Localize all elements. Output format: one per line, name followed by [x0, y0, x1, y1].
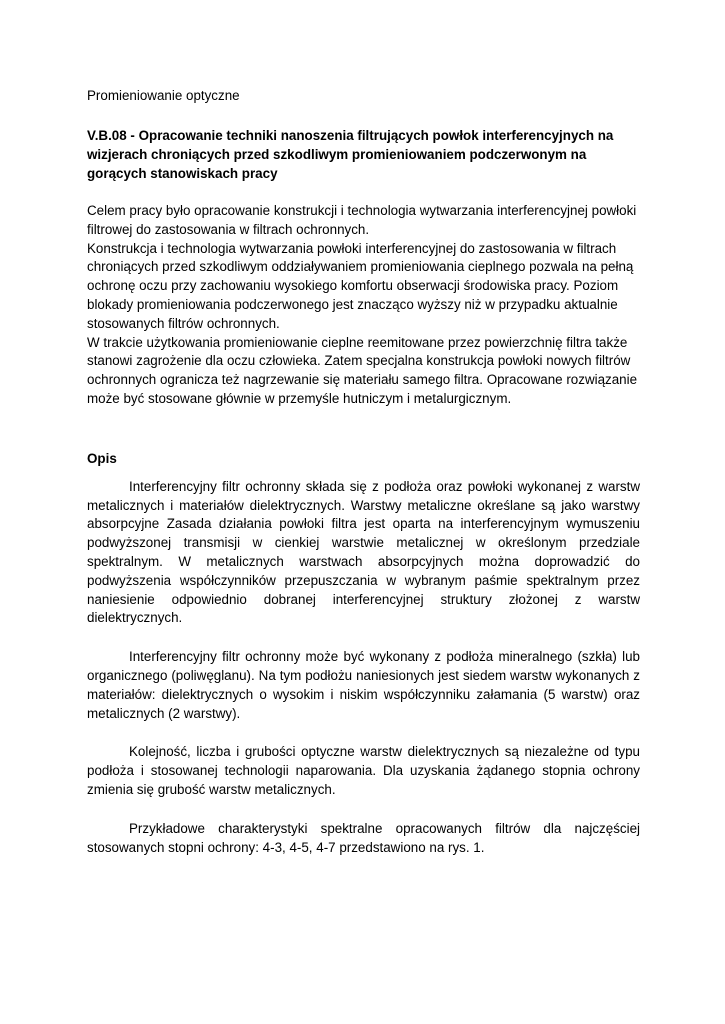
description-paragraph: Interferencyjny filtr ochronny może być wykonany z podłoża mineralnego (szkła) lub organicznego (poliwęglanu). Na tym podłożu naniesionych jest siedem warstw wykonanych z materiałów: dielektrycznych o wysokim i niskim współczynniku załamania (5 warstw) oraz metalicznych (2 warstwy).: [87, 649, 640, 721]
section-heading: Opis: [87, 450, 117, 466]
description-paragraph: Interferencyjny filtr ochronny składa się z podłoża oraz powłoki wykonanej z warstw metalicznych i materiałów dielektrycznych. Warstwy metaliczne określane są jako warstwy absorpcyjne Zasada działania powłoki filtra jest oparta na interferencyjnym wymuszeniu podwyższonej transmisji w cienkiej warstwie metalicznej w określonym przedziale spektralnym. W metalicznych warstwach absorpcyjnych można doprowadzić do podwyższenia współczynników przepuszczania w wybranym paśmie spektralnym przez naniesienie odpowiednio dobranej interferencyjnej struktury złożonej z warstw dielektrycznych.: [87, 478, 640, 626]
intro-paragraph: W trakcie użytkowania promieniowanie cieplne reemitowane przez powierzchnię filtra także stanowi zagrożenie dla oczu człowieka. Zatem specjalna konstrukcja powłoki nowych filtrów ochronnych ogranicza też nagrzewanie się materiału samego filtra. Opracowane rozwiązanie może być stosowane głównie w przemyśle hutniczym i metalurgicznym.: [87, 334, 638, 406]
intro-section: [87, 202, 640, 409]
document-category: Promieniowanie optyczne: [87, 88, 240, 103]
intro-paragraph: Konstrukcja i technologia wytwarzania powłoki interferencyjnej do zastosowania w filtrach chroniących przed szkodliwym oddziaływaniem promieniowania cieplnego pozwala na pełną ochronę oczu przy zachowaniu wysokiego komfortu obserwacji środowiska pracy. Poziom blokady promieniowania podczerwonego jest znacząco wyższy niż w przypadku aktualnie stosowanych filtrów ochronnych.: [87, 240, 634, 331]
description-paragraph: Kolejność, liczba i grubości optyczne warstw dielektrycznych są niezależne od typu podłoża i stosowanej technologii naparowania. Dla uzyskania żądanego stopnia ochrony zmienia się grubość warstw metalicznych.: [87, 744, 640, 797]
description-section: [87, 478, 640, 858]
document-title: V.B.08 - Opracowanie techniki nanoszenia filtrujących powłok interferencyjnych na wizjerach chroniących przed szkodliwym promieniowaniem podczerwonym na gorących stanowiskach pracy: [87, 128, 614, 181]
description-paragraph: Przykładowe charakterystyki spektralne opracowanych filtrów dla najczęściej stosowanych stopni ochrony: 4-3, 4-5, 4-7 przedstawiono na rys. 1.: [87, 820, 640, 855]
intro-paragraph: Celem pracy było opracowanie konstrukcji i technologia wytwarzania interferencyjnej powłoki filtrowej do zastosowania w filtrach ochronnych.: [87, 203, 637, 237]
document-page: [87, 86, 640, 877]
